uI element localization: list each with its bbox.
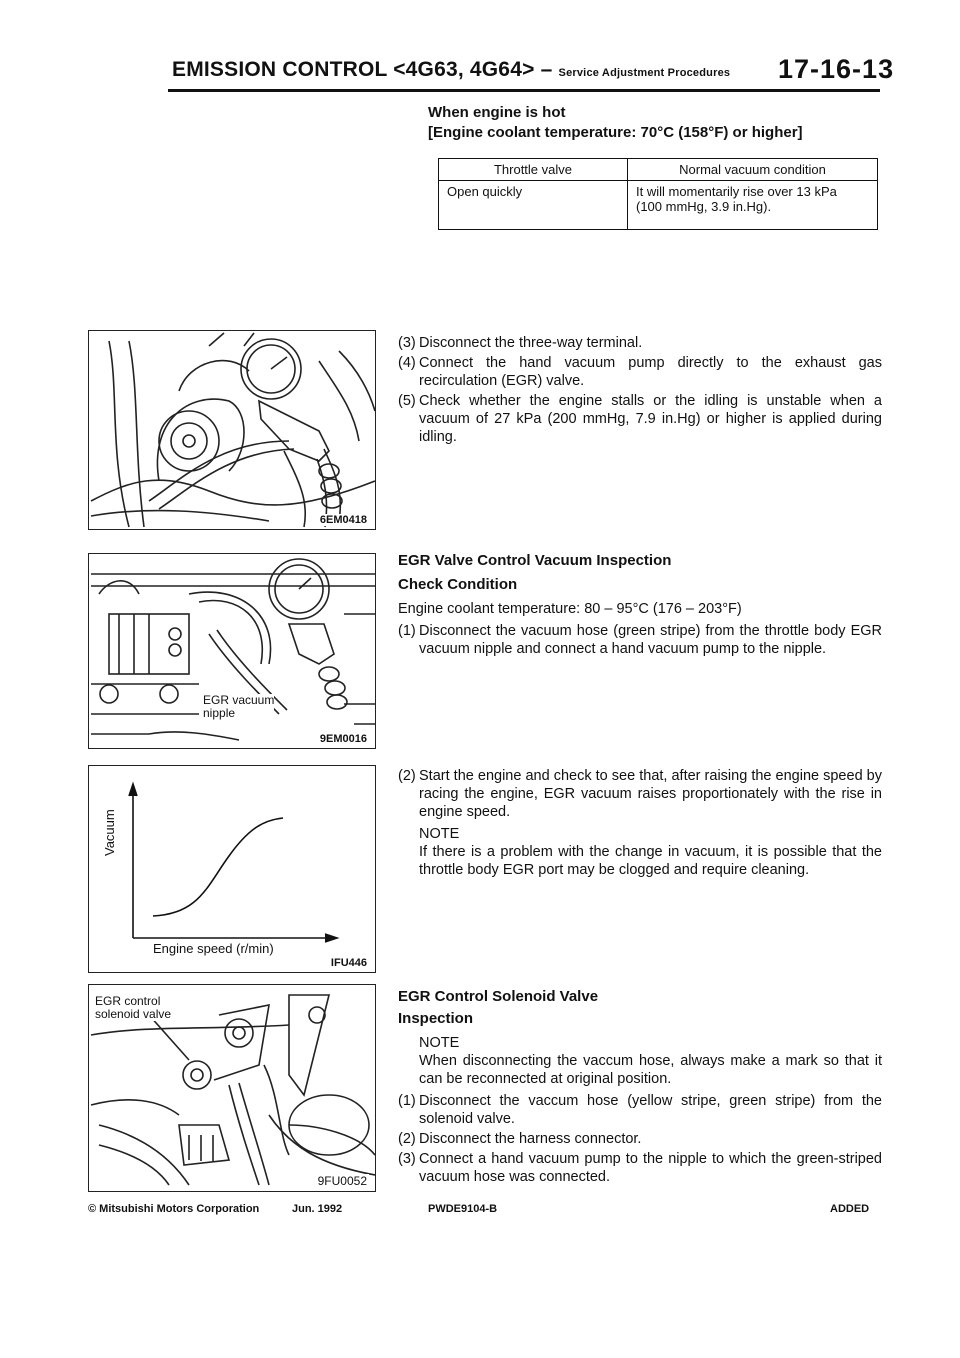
figure-code: 9EM0016 bbox=[319, 733, 367, 745]
footer-copyright: © Mitsubishi Motors Corporation bbox=[88, 1203, 260, 1215]
header-rule bbox=[168, 89, 880, 92]
page-number: 17-16-13 bbox=[778, 54, 895, 84]
egr-solenoid-valve-label bbox=[95, 995, 171, 1021]
hot-heading-line2: [Engine coolant temperature: 70°C (158°F) or higher] bbox=[428, 124, 803, 141]
hot-heading-line1: When engine is hot bbox=[428, 104, 566, 121]
footer-doc-code: PWDE9104-B bbox=[428, 1203, 498, 1215]
note-text: If there is a problem with the change in vacuum, it is possible that the throttle body EGR port may be clogged and require cleaning. bbox=[419, 844, 882, 878]
figure-code: 6EM0418 bbox=[319, 514, 367, 526]
table-cell: Open quickly bbox=[439, 181, 628, 230]
step-number: (2) bbox=[398, 768, 416, 784]
step-text: Disconnect the vacuum hose (green stripe) from the throttle body EGR vacuum nipple and connect a hand vacuum pump to the nipple. bbox=[419, 623, 882, 657]
table-cell bbox=[628, 181, 878, 230]
step-text: Start the engine and check to see that, after raising the engine speed by racing the engine, EGR vacuum raises proportionately with the rise in engine speed. bbox=[419, 768, 882, 820]
figure-egr-vacuum-nipple bbox=[88, 553, 376, 749]
step-item bbox=[398, 622, 882, 658]
step-text: Disconnect the harness connector. bbox=[419, 1131, 642, 1147]
section-subtitle: Service Adjustment Procedures bbox=[558, 67, 731, 79]
note-label: NOTE bbox=[419, 826, 460, 842]
steps-block-a bbox=[398, 334, 882, 448]
step-number: (1) bbox=[398, 623, 416, 639]
step-item bbox=[398, 392, 882, 446]
figure-code: 9FU0052 bbox=[317, 1174, 367, 1188]
step-text: Disconnect the three-way terminal. bbox=[419, 335, 643, 351]
footer-date: Jun. 1992 bbox=[292, 1203, 343, 1215]
y-axis-label: Vacuum bbox=[102, 809, 117, 856]
table-header-cell: Normal vacuum condition bbox=[628, 159, 878, 181]
step-number: (5) bbox=[398, 393, 416, 409]
y-axis-arrow bbox=[129, 784, 137, 796]
table-header-cell: Throttle valve bbox=[439, 159, 628, 181]
section-heading: EGR Control Solenoid Valve bbox=[398, 988, 599, 1005]
egr-valve-control-section bbox=[398, 552, 882, 660]
step-number: (3) bbox=[398, 1151, 416, 1167]
step-item bbox=[398, 1130, 882, 1148]
engine-illustration-1 bbox=[89, 331, 375, 529]
step-number: (2) bbox=[398, 1131, 416, 1147]
step-text: Disconnect the vaccum hose (yellow stripe, green stripe) from the solenoid valve. bbox=[419, 1093, 882, 1127]
egr-solenoid-section bbox=[398, 988, 882, 1188]
egr-valve-control-step2 bbox=[398, 767, 882, 879]
figure-egr-valve-gauge bbox=[88, 330, 376, 530]
section-title bbox=[172, 58, 730, 82]
section-subheading: Check Condition bbox=[398, 576, 518, 593]
label-line: nipple bbox=[203, 706, 236, 720]
table-cell-line: (100 mmHg, 3.9 in.Hg). bbox=[636, 199, 772, 214]
step-item bbox=[398, 334, 882, 352]
vacuum-condition-table bbox=[438, 158, 878, 230]
step-number: (1) bbox=[398, 1093, 416, 1109]
section-heading-cont: Inspection bbox=[398, 1010, 474, 1027]
section-heading: EGR Valve Control Vacuum Inspection bbox=[398, 552, 672, 569]
step-text: Connect a hand vacuum pump to the nipple to which the green-striped vacuum hose was connected. bbox=[419, 1151, 882, 1185]
step-item bbox=[398, 767, 882, 821]
table-cell-line: It will momentarily rise over 13 kPa bbox=[636, 184, 837, 199]
section-title-text: EMISSION CONTROL <4G63, 4G64> bbox=[172, 58, 535, 81]
step-item bbox=[398, 354, 882, 390]
egr-vacuum-nipple-label bbox=[203, 694, 274, 720]
step-item bbox=[398, 1092, 882, 1128]
note-label: NOTE bbox=[419, 1035, 460, 1051]
note-text: When disconnecting the vaccum hose, always make a mark so that it can be reconnected at original position. bbox=[419, 1053, 882, 1087]
step-number: (3) bbox=[398, 335, 416, 351]
title-dash: – bbox=[540, 58, 553, 81]
step-item bbox=[398, 1150, 882, 1186]
label-line: solenoid valve bbox=[95, 1007, 172, 1021]
label-line: EGR control bbox=[95, 994, 161, 1008]
x-axis-label: Engine speed (r/min) bbox=[153, 941, 274, 956]
figure-code: IFU446 bbox=[330, 957, 367, 969]
vacuum-curve bbox=[153, 818, 283, 916]
step-number: (4) bbox=[398, 355, 416, 371]
figure-egr-solenoid-valve bbox=[88, 984, 376, 1192]
x-axis-arrow bbox=[325, 934, 337, 942]
table-row bbox=[439, 181, 878, 230]
label-line: EGR vacuum bbox=[203, 693, 275, 707]
footer-status: ADDED bbox=[830, 1203, 870, 1215]
step-text: Check whether the engine stalls or the idling is unstable when a vacuum of 27 kPa (200 mmHg, 7.9 in.Hg) or higher is applied during idling. bbox=[419, 393, 882, 445]
check-condition-text: Engine coolant temperature: 80 – 95°C (176 – 203°F) bbox=[398, 601, 742, 617]
step-text: Connect the hand vacuum pump directly to the exhaust gas recirculation (EGR) valve. bbox=[419, 355, 882, 389]
figure-vacuum-graph bbox=[88, 765, 376, 973]
table-header-row bbox=[439, 159, 878, 181]
